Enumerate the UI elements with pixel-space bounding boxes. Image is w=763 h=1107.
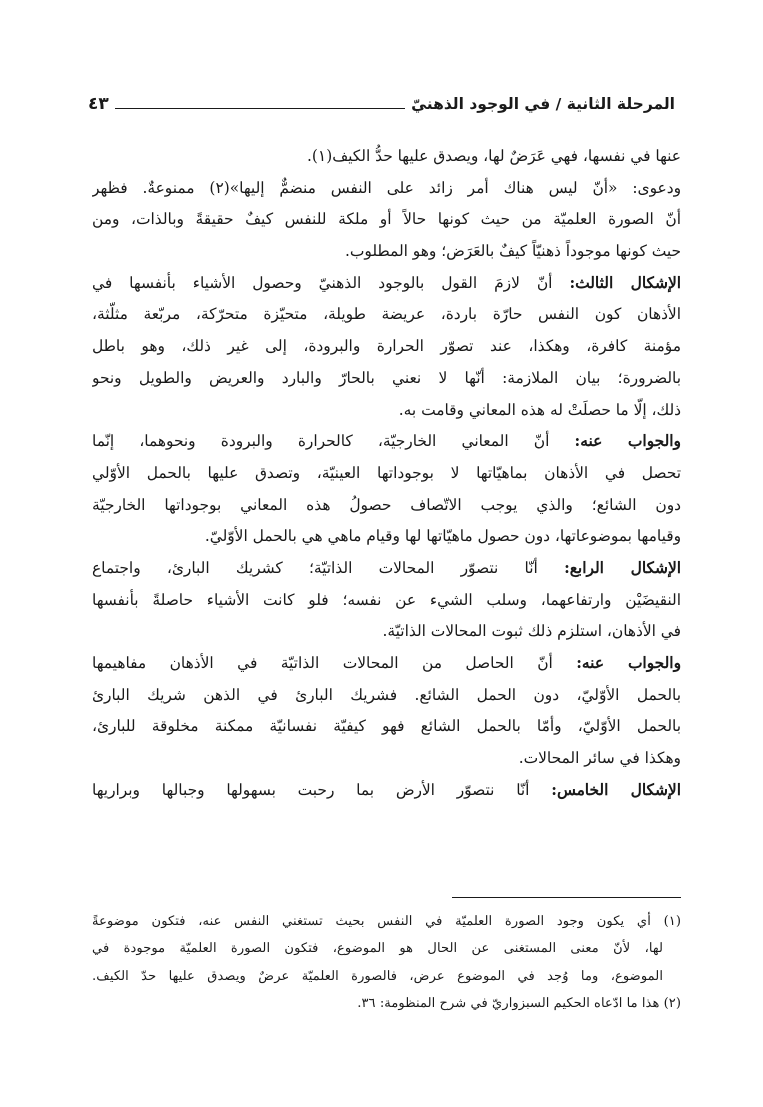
line-text: ودعوى: «أنّ ليس هناك أمر زائد على النفس منضمٌّ إليها»(٢) ممنوعةٌ. فظهر [92,178,681,197]
text-line [92,204,681,236]
text-line [92,553,681,585]
line-text: تحصل في الأذهان بماهيّاتها لا بوجوداتها العينيّة، وتصدق عليها بالحمل الأوّلي [92,463,681,482]
text-line [92,173,681,205]
line-text: في الأذهان، استلزم ذلك ثبوت المحالات الذاتيّة. [382,622,681,641]
line-text: أنّا نتصوّر المحالات الذاتيّة؛ كشريك البارئ، واجتماع [92,558,565,577]
text-line [92,711,681,743]
line-text: أنّ الصورة العلميّة من حيث كونها حالاً أو ملكة للنفس كيفٌ حقيقةً وبالذات، ومن [92,210,681,229]
text-line [92,490,681,522]
text-line [92,331,681,363]
line-text: الأذهان كون النفس حارّة باردة، عريضة طويلة، متحيّزة متحرّكة، مربّعة مثلّثة، [92,305,681,324]
text-line [92,363,681,395]
line-text: وقيامها بموضوعاتها، دون حصول ماهيّاتها لها وقيام ماهي هي بالحمل الأوّليّ. [204,527,681,546]
line-text: بالحمل الأوّليّ، دون الحمل الشائع. فشريك البارئ في الذهن شريك البارئ [92,685,681,704]
text-line [92,236,681,268]
footnote-line: (٢) هذا ما ادّعاه الحكيم السبزواريّ في شرح المنظومة: ٣٦. [357,995,681,1011]
line-text: أنّ لازمَ القول بالوجود الذهنيّ وحصول الأشياء بأنفسها في [92,273,570,292]
running-title: المرحلة الثانية / في الوجود الذهنيّ [411,95,675,113]
text-line [92,458,681,490]
line-text: بالضرورة؛ بيان الملازمة: أنّها لا نعني بالحارّ والبارد والعريض والطويل ونحو [92,368,681,387]
line-text: ذلك، إلّا ما حصلَتْ له هذه المعاني وقامت به. [398,400,681,419]
line-text: وهكذا في سائر المحالات. [518,749,681,768]
text-line [92,743,681,775]
text-line [92,141,681,173]
line-text: عنها في نفسها، فهي عَرَضٌ لها، ويصدق عليها حدُّ الكيف(١). [307,147,681,165]
main-text [92,141,681,806]
text-line [92,648,681,680]
text-line [92,395,681,427]
footnote-line: الموضوع، وما وُجد في الموضوع عرض، فالصورة العلميّة عرضٌ ويصدق عليها حدّ الكيف. [92,968,663,984]
text-line [92,616,681,648]
section-label: الإشكال الثالث: [569,273,681,292]
page-number: ٤٣ [88,94,109,114]
section-label: الإشكال الخامس: [551,780,681,799]
text-line [92,521,681,553]
line-text: أنّ المعاني الخارجيّة، كالحرارة والبرودة ونحوهما، إنّما [92,432,575,451]
line-text: أنّ الحاصل من المحالات الذاتيّة في الأذهان مفاهيمها [92,654,577,672]
line-text: النقيضَيْن وارتفاعهما، وسلب الشيء عن نفسه؛ فلو كانت الأشياء حاصلةً بأنفسها [92,590,681,609]
footnote-separator [452,897,681,898]
section-label: والجواب عنه: [576,654,681,672]
line-text: دون الشائع؛ والذي يوجب الاتّصاف حصولُ هذه المعاني بوجوداتها الخارجيّة [92,495,681,514]
section-label: الإشكال الرابع: [564,558,681,577]
footnote-line: لها، لأنّ معنى المستغنى عن الحال هو الموضوع، فتكون الصورة العلميّة موجودة في [92,941,663,957]
line-text: مؤمنة كافرة، وهكذا، عند تصوّر الحرارة والبرودة، إلى غير ذلك، وهو باطل [92,337,681,356]
line-text: بالحمل الأوّليّ، وأمّا بالحمل الشائع فهو كيفيّة نفسانيّة ممكنة مخلوقة للبارئ، [92,717,681,736]
line-text: حيث كونها موجوداً ذهنيّاً كيفٌ بالعَرَض؛ وهو المطلوب. [345,242,681,261]
footnote-line: (١) أي يكون وجود الصورة العلميّة في النفس بحيث تستغني النفس عنه، فتكون موضوعةً [92,914,681,929]
text-line [92,299,681,331]
text-line [92,426,681,458]
text-line [92,680,681,712]
text-line [92,775,681,807]
text-line [92,268,681,300]
footnotes [92,908,681,1017]
running-header [88,90,675,118]
line-text: أنّا نتصوّر الأرض بما رحبت بسهولها وجبالها وبراريها [92,780,552,799]
text-line [92,585,681,617]
section-label: والجواب عنه: [574,432,681,451]
header-rule [115,108,405,109]
